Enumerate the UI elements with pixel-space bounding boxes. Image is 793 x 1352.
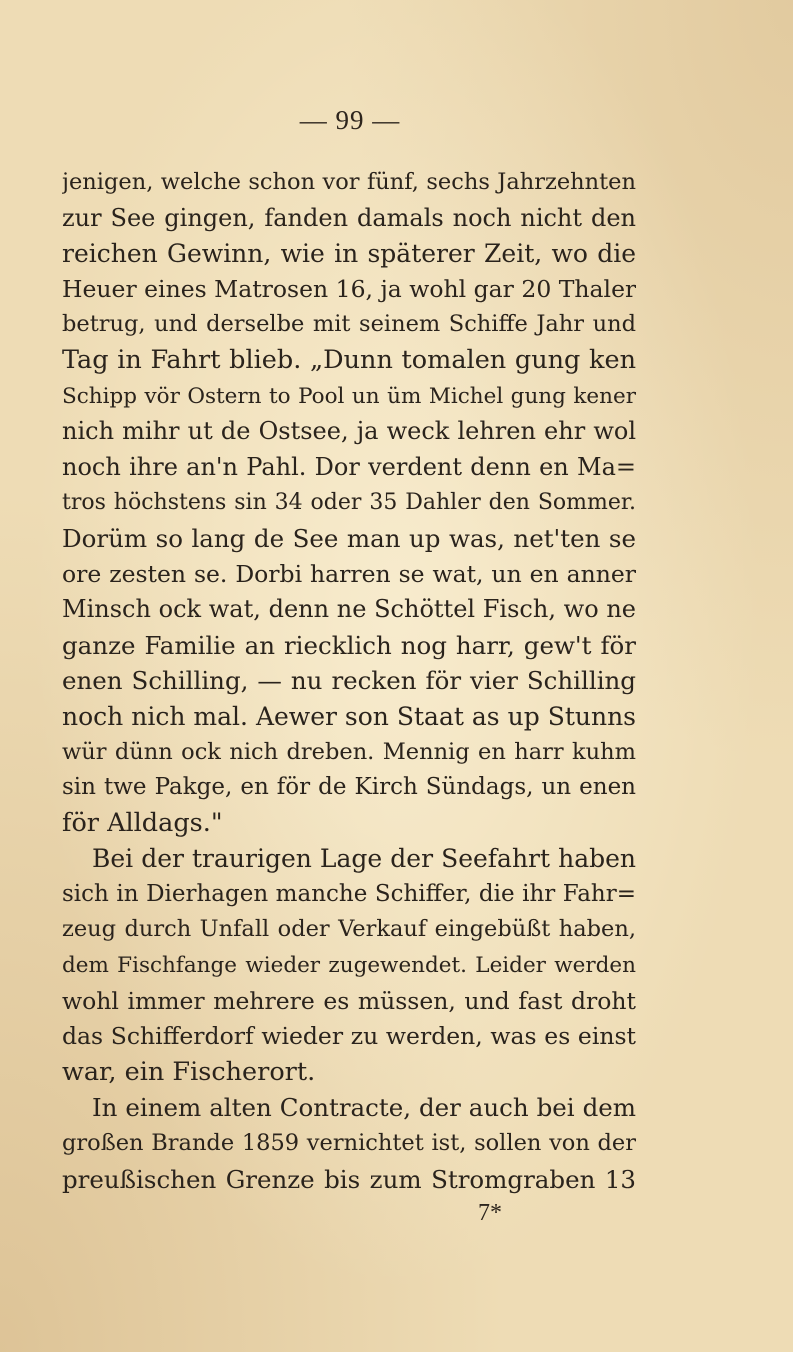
text-line: ganze Familie an riecklich nog harr, gew't för (62, 630, 636, 660)
text-line: preußischen Grenze bis zum Stromgraben 13 (62, 1164, 636, 1194)
text-line: noch ihre an'n Pahl. Dor verdent denn en Ma= (62, 452, 636, 481)
text-line: Heuer eines Matrosen 16, ja wohl gar 20 Thaler (62, 274, 636, 303)
text-line: dem Fischfange wieder zugewendet. Leider werden (62, 953, 636, 979)
text-line: Minsch ock wat, denn ne Schöttel Fisch, wo ne (62, 595, 636, 624)
text-line: Dorüm so lang de See man up was, net'ten se (62, 523, 636, 553)
text-line: zeug durch Unfall oder Verkauf eingebüßt haben, (62, 916, 636, 943)
text-line: sin twe Pakge, en för de Kirch Sündags, un enen (62, 774, 636, 801)
text-line: wür dünn ock nich dreben. Mennig en harr kuhm (62, 738, 636, 765)
text-line: betrug, und derselbe mit seinem Schiffe Jahr und (62, 311, 636, 338)
text-line: enen Schilling, — nu recken för vier Schilling (62, 666, 636, 696)
text-line: das Schifferdorf wieder zu werden, was es einst (62, 1022, 636, 1051)
body-text (62, 165, 636, 1197)
text-line: nich mihr ut de Ostsee, ja weck lehren ehr wol (62, 417, 636, 446)
page-number: — 99 — (299, 105, 401, 135)
text-line: wohl immer mehrere es müssen, und fast droht (62, 986, 636, 1015)
text-line: Tag in Fahrt blieb. „Dunn tomalen gung ken (62, 344, 636, 375)
text-line: Schipp vör Ostern to Pool un üm Michel gung kener (62, 383, 636, 409)
signature-mark: 7* (478, 1200, 502, 1226)
text-line: för Alldags." (62, 807, 223, 838)
text-line: zur See gingen, fanden damals noch nicht den (62, 203, 636, 232)
text-line: großen Brande 1859 vernichtet ist, sollen von der (62, 1130, 636, 1157)
paragraph-start-line: In einem alten Contracte, der auch bei dem (92, 1093, 636, 1123)
paragraph-start-line: Bei der traurigen Lage der Seefahrt haben (92, 844, 636, 874)
text-line: jenigen, welche schon vor fünf, sechs Jahrzehnten (62, 169, 636, 195)
text-line: sich in Dierhagen manche Schiffer, die ihr Fahr= (62, 880, 636, 907)
text-line: reichen Gewinn, wie in späterer Zeit, wo die (62, 239, 636, 269)
text-line: ore zesten se. Dorbi harren se wat, un en anner (62, 559, 636, 588)
text-line: tros höchstens sin 34 oder 35 Dahler den Sommer. (62, 490, 636, 516)
text-line: war, ein Fischerort. (62, 1056, 316, 1087)
text-line: noch nich mal. Aewer son Staat as up Stunns (62, 701, 636, 731)
